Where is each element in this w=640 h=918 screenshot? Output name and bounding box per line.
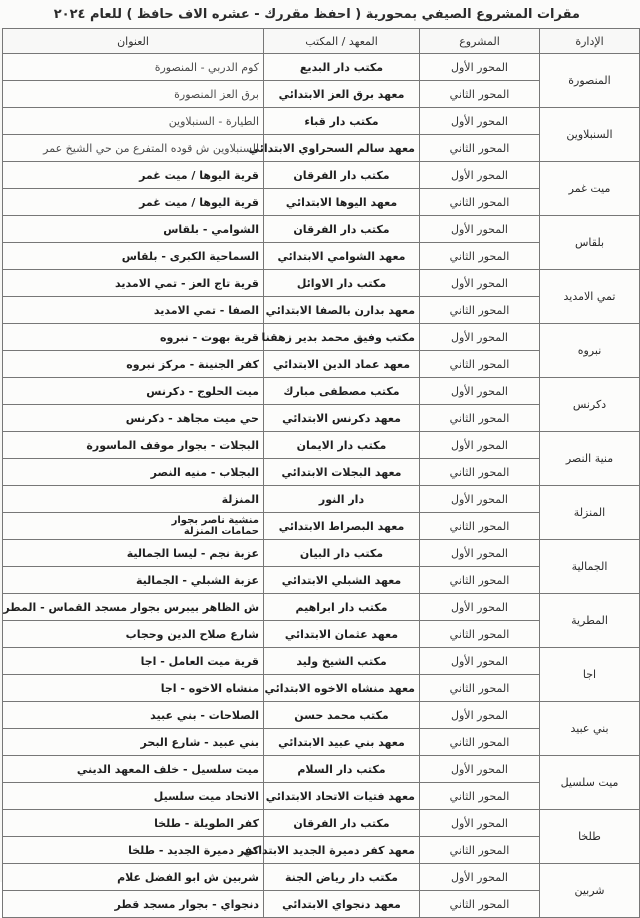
table-row <box>3 648 640 675</box>
admin-cell: ميت سلسيل <box>540 756 640 810</box>
institute-cell: مكتب دار قباء <box>264 108 420 135</box>
admin-cell: اجا <box>540 648 640 702</box>
institute-cell: معهد دكرنس الابتدائي <box>264 405 420 432</box>
address-cell: قرية ميت العامل - اجا <box>3 648 264 675</box>
table-row <box>3 702 640 729</box>
project-cell: المحور الأول <box>420 864 540 891</box>
institute-cell: معهد عماد الدين الابتدائي <box>264 351 420 378</box>
admin-cell: شربين <box>540 864 640 918</box>
admin-cell: تمي الامديد <box>540 270 640 324</box>
admin-cell: المنصورة <box>540 54 640 108</box>
institute-cell: معهد دنجواي الابتدائي <box>264 891 420 918</box>
table-row <box>3 162 640 189</box>
admin-cell: المنزلة <box>540 486 640 540</box>
project-cell: المحور الأول <box>420 270 540 297</box>
address-cell: البجلات - بجوار موقف الماسورة <box>3 432 264 459</box>
table-row <box>3 540 640 567</box>
admin-cell: منية النصر <box>540 432 640 486</box>
address-cell: شارع صلاح الدين وحجاب <box>3 621 264 648</box>
institute-cell: مكتب دار الفرقان <box>264 810 420 837</box>
institute-cell: معهد البجلات الابتدائي <box>264 459 420 486</box>
admin-cell: طلخا <box>540 810 640 864</box>
table-row <box>3 756 640 783</box>
project-cell: المحور الأول <box>420 756 540 783</box>
table-row <box>3 324 640 351</box>
project-cell: المحور الأول <box>420 108 540 135</box>
table-row <box>3 54 640 81</box>
project-cell: المحور الثاني <box>420 135 540 162</box>
header-institute: المعهد / المكتب <box>264 29 420 54</box>
table-row <box>3 810 640 837</box>
document-title: مقرات المشروع الصيفي بمحورية ( احفظ مقررك - عشره الاف حافظ ) للعام ٢٠٢٤ <box>53 7 580 22</box>
admin-cell: بني عبيد <box>540 702 640 756</box>
project-cell: المحور الأول <box>420 216 540 243</box>
table-row <box>3 864 640 891</box>
institute-cell: مكتب دار البديع <box>264 54 420 81</box>
address-line: منشية ناصر بجوار <box>171 515 259 526</box>
project-cell: المحور الثاني <box>420 729 540 756</box>
address-cell: عزبة الشبلي - الجمالية <box>3 567 264 594</box>
project-cell: المحور الأول <box>420 810 540 837</box>
table-row <box>3 486 640 513</box>
project-cell: المحور الثاني <box>420 513 540 540</box>
address-cell: بني عبيد - شارع البحر <box>3 729 264 756</box>
address-cell: دنجواي - بجوار مسجد قطر <box>3 891 264 918</box>
address-cell: كفر الطويلة - طلخا <box>3 810 264 837</box>
institute-cell: مكتب وفيق محمد بدير زهقنا <box>264 324 420 351</box>
address-cell: الشوامي - بلقاس <box>3 216 264 243</box>
institute-cell: مكتب دار الفرقان <box>264 216 420 243</box>
project-cell: المحور الثاني <box>420 783 540 810</box>
project-cell: المحور الثاني <box>420 459 540 486</box>
address-cell: السنبلاوين ش قوده المتفرع من حي الشيخ عمر <box>3 135 264 162</box>
project-cell: المحور الثاني <box>420 891 540 918</box>
address-cell: السماحية الكبرى - بلقاس <box>3 243 264 270</box>
admin-cell: الجمالية <box>540 540 640 594</box>
table-row <box>3 432 640 459</box>
address-cell: قرية اليوها / ميت غمر <box>3 189 264 216</box>
project-cell: المحور الثاني <box>420 675 540 702</box>
project-cell: المحور الثاني <box>420 243 540 270</box>
project-cell: المحور الأول <box>420 702 540 729</box>
header-admin: الإدارة <box>540 29 640 54</box>
address-cell: عزبة نجم - ليسا الجمالية <box>3 540 264 567</box>
project-cell: المحور الأول <box>420 540 540 567</box>
institute-cell: معهد اليوها الابتدائي <box>264 189 420 216</box>
address-cell: قرية اليوها / ميت غمر <box>3 162 264 189</box>
address-cell: كوم الدربي - المنصورة <box>3 54 264 81</box>
institute-cell: مكتب دار الايمان <box>264 432 420 459</box>
table-row <box>3 270 640 297</box>
table-row <box>3 216 640 243</box>
address-cell: منشاه الاخوه - اجا <box>3 675 264 702</box>
project-cell: المحور الثاني <box>420 189 540 216</box>
address-cell: ميت سلسيل - خلف المعهد الديني <box>3 756 264 783</box>
table-header-row <box>3 29 640 54</box>
locations-table <box>2 28 640 918</box>
project-cell: المحور الأول <box>420 648 540 675</box>
address-cell: حي ميت مجاهد - دكرنس <box>3 405 264 432</box>
institute-cell: مكتب دار السلام <box>264 756 420 783</box>
institute-cell: معهد عثمان الابتدائي <box>264 621 420 648</box>
project-cell: المحور الثاني <box>420 81 540 108</box>
project-cell: المحور الثاني <box>420 567 540 594</box>
address-cell: برق العز المنصورة <box>3 81 264 108</box>
institute-cell: معهد فتيات الاتحاد الابتدائي <box>264 783 420 810</box>
institute-cell: معهد بني عبيد الابتدائي <box>264 729 420 756</box>
table-row <box>3 594 640 621</box>
admin-cell: دكرنس <box>540 378 640 432</box>
institute-cell: معهد كفر دميرة الجديد الابتدائي <box>264 837 420 864</box>
institute-cell: معهد منشاه الاخوه الابتدائي <box>264 675 420 702</box>
project-cell: المحور الثاني <box>420 837 540 864</box>
institute-cell: مكتب محمد حسن <box>264 702 420 729</box>
institute-cell: معهد بدارن بالصفا الابتدائي <box>264 297 420 324</box>
project-cell: المحور الأول <box>420 594 540 621</box>
institute-cell: معهد سالم السحراوي الابتدائي <box>264 135 420 162</box>
table-row <box>3 108 640 135</box>
address-cell: المنزلة <box>3 486 264 513</box>
institute-cell: دار النور <box>264 486 420 513</box>
address-cell: الطيارة - السنبلاوين <box>3 108 264 135</box>
table-row <box>3 378 640 405</box>
address-cell: ميت الحلوج - دكرنس <box>3 378 264 405</box>
header-address: العنوان <box>3 29 264 54</box>
admin-cell: نبروه <box>540 324 640 378</box>
address-cell: الصلاحات - بني عبيد <box>3 702 264 729</box>
project-cell: المحور الأول <box>420 432 540 459</box>
institute-cell: معهد الشبلي الابتدائي <box>264 567 420 594</box>
institute-cell: مكتب دار البيان <box>264 540 420 567</box>
project-cell: المحور الثاني <box>420 297 540 324</box>
address-cell: كفر الجنينة - مركز نبروه <box>3 351 264 378</box>
address-cell: ش الظاهر بيبرس بجوار مسجد القماس - المطر <box>3 594 264 621</box>
address-cell: شربين ش ابو الفضل علام <box>3 864 264 891</box>
project-cell: المحور الثاني <box>420 351 540 378</box>
institute-cell: معهد البصراط الابتدائي <box>264 513 420 540</box>
header-project: المشروع <box>420 29 540 54</box>
institute-cell: مكتب دار ابراهيم <box>264 594 420 621</box>
institute-cell: مكتب دار رياض الجنة <box>264 864 420 891</box>
address-cell: كفر دميرة الجديد - طلخا <box>3 837 264 864</box>
project-cell: المحور الأول <box>420 378 540 405</box>
project-cell: المحور الثاني <box>420 621 540 648</box>
address-line: حمامات المنزلة <box>183 526 259 537</box>
project-cell: المحور الأول <box>420 324 540 351</box>
institute-cell: مكتب مصطفى مبارك <box>264 378 420 405</box>
address-cell <box>3 513 264 540</box>
project-cell: المحور الأول <box>420 162 540 189</box>
address-cell: الصفا - تمي الامديد <box>3 297 264 324</box>
address-cell: الاتحاد ميت سلسيل <box>3 783 264 810</box>
admin-cell: المطرية <box>540 594 640 648</box>
project-cell: المحور الثاني <box>420 405 540 432</box>
address-cell: قرية بهوت - نبروه <box>3 324 264 351</box>
project-cell: المحور الأول <box>420 54 540 81</box>
institute-cell: معهد برق العز الابتدائي <box>264 81 420 108</box>
address-cell: قرية تاج العز - تمي الامديد <box>3 270 264 297</box>
institute-cell: مكتب الشيخ وليد <box>264 648 420 675</box>
address-cell: البجلاب - منيه النصر <box>3 459 264 486</box>
project-cell: المحور الأول <box>420 486 540 513</box>
institute-cell: مكتب دار الاوائل <box>264 270 420 297</box>
admin-cell: السنبلاوين <box>540 108 640 162</box>
admin-cell: ميت غمر <box>540 162 640 216</box>
admin-cell: بلقاس <box>540 216 640 270</box>
institute-cell: مكتب دار الفرقان <box>264 162 420 189</box>
table-body <box>3 54 640 918</box>
institute-cell: معهد الشوامي الابتدائي <box>264 243 420 270</box>
